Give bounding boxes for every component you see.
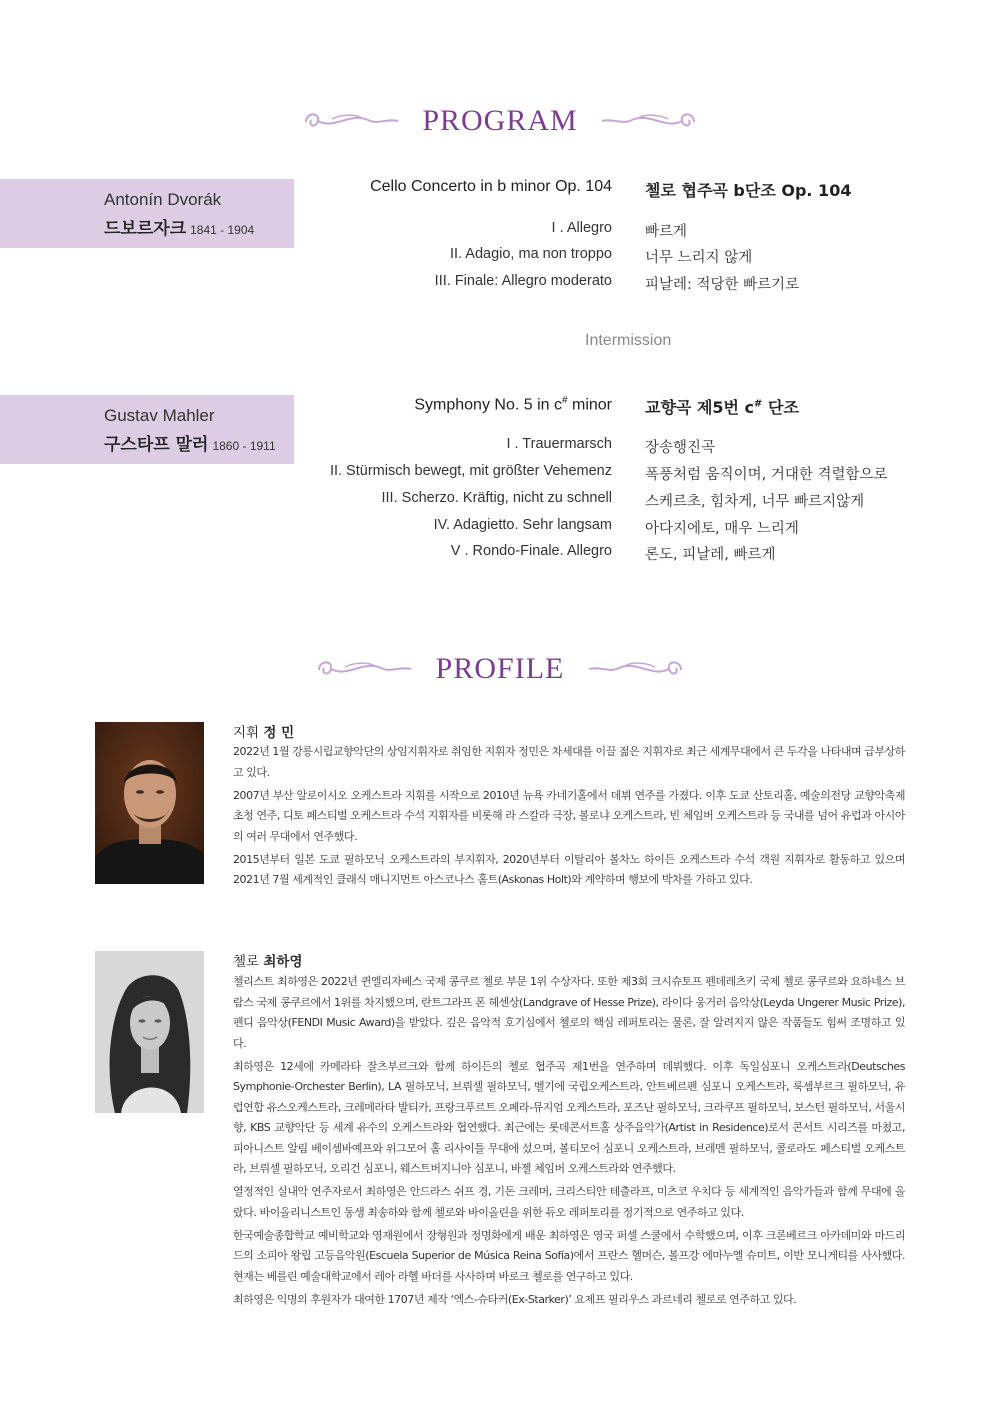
composer-name-en: Antonín Dvorák (104, 190, 222, 209)
intermission-label: Intermission (585, 332, 672, 349)
composer-years: 1841 - 1904 (190, 223, 255, 237)
bio-paragraph: 첼리스트 최하영은 2022년 퀸엘리자베스 국제 콩쿠르 첼로 부문 1위 수상자다. 또한 제3회 크시슈토프 펜데레츠키 국제 첼로 콩쿠르와 요하네스 브람스 국제 콩쿠르에서 1위를 차지했으며, 란트그라프 폰 헤센상(Landgrave of Hesse Prize), 라이다 웅거러 음악상(Leyda Ungerer Music Prize), 펜디 음악상(FENDI Music Award)을 받았다. 깊은 음악적 호기심에서 첼로의 핵심 레퍼토리는 물론, 잘 알려지지 않은 작품들도 힘써 조명하고 있다. (233, 975, 905, 1050)
movement-ko: 피날레: 적당한 빠르기로 (645, 277, 800, 293)
program-title: PROGRAM (422, 104, 578, 138)
bio-paragraph: 최하영은 12세에 카메라타 잘츠부르크와 함께 하이든의 첼로 협주곡 제1번을 연주하며 데뷔했다. 이후 독일심포니 오케스트라(Deutsches Symphonie-Orchester Berlin), LA 필하모닉, 브뤼셀 필하모닉, 벨기에 국립오케스트라, 안트베르펜 심포니 오케스트라, 룩셈부르크 필하모닉, 유럽연합 유스오케스트라, 크레메라타 발티카, 프랑크푸르트 오페라-뮤지엄 오케스트라, 포즈난 필하모닉, 크라쿠프 필하모닉, 보스턴 필하모닉, 서울시향, KBS 교향악단 등 세계 유수의 오케스트라와 협연했다. 최근에는 롯데콘서트홀 상주음악가(Artist in Residence)로서 콘서트 시리즈를 마쳤고, 피아니스트 알림 베이셈바예프와 위그모어 홀 리사이틀 무대에 섰으며, 볼티모어 심포니 오케스트라, 브레멘 필하모닉, 콜로라도 페스티벌 오케스트라, 브뤼셀 필하모닉, 오리건 심포니, 웨스트버지니아 심포니, 바젤 체임버 오케스트라와 연주했다. (233, 1059, 905, 1175)
profile-heading (0, 650, 1000, 686)
work-title-en-prefix: Symphony No. 5 in c (414, 396, 562, 414)
composer-years: 1860 - 1911 (212, 439, 276, 453)
bio-paragraph: 2015년부터 일본 도쿄 필하모닉 오케스트라의 부지휘자, 2020년부터 이탈리아 볼차노 하이든 오케스트라 수석 객원 지휘자로 활동하고 있으며 2021년 7월 세계적인 클래식 매니지먼트 아스코나스 홀트(Askonas Holt)와 계약하며 행보에 박차를 가하고 있다. (233, 852, 905, 886)
composer-name-ko-text: 드보르자크 (104, 219, 187, 239)
cellist-heading (233, 950, 303, 970)
work-title-en-suffix: minor (567, 396, 612, 414)
composer-name-ko (104, 214, 254, 239)
composer-band-mahler (0, 395, 294, 464)
work-title-ko-suffix: 단조 (762, 398, 799, 417)
movement-en: III. Finale: Allegro moderato (434, 273, 612, 289)
work-title-ko (645, 395, 799, 418)
movement-ko: 장송행진곡 (645, 440, 716, 456)
composer-name-en: Gustav Mahler (104, 406, 215, 425)
bio-paragraph: 2022년 1월 강릉시립교향악단의 상임지휘자로 취임한 지휘자 정민은 차세대를 이끌 젊은 지휘자로 최근 세계무대에서 큰 두각을 나타내며 급부상하고 있다. (233, 745, 905, 779)
movement-ko: 폭풍처럼 움직이며, 거대한 격렬함으로 (645, 467, 888, 483)
bio-paragraph: 열정적인 실내악 연주자로서 최하영은 안드라스 쉬프 경, 기돈 크레머, 크리스티안 테츨라프, 미츠코 우치다 등 세계적인 음악가들과 함께 무대에 올랐다. 바이올리니스트인 동생 최송하와 함께 첼로와 바이올린을 위한 듀오 레퍼토리를 정기적으로 연주하고 있다. (233, 1185, 905, 1219)
movement-ko: 아다지에토, 매우 느리게 (645, 521, 799, 537)
movement-en: V . Rondo-Finale. Allegro (450, 543, 612, 559)
composer-name-ko-text: 구스타프 말러 (104, 435, 209, 455)
movement-en: I . Trauermarsch (506, 436, 612, 452)
work-title-en: Cello Concerto in b minor Op. 104 (370, 178, 612, 195)
program-heading (0, 102, 1000, 138)
work-title-ko-prefix: 교향곡 제5번 c (645, 398, 755, 417)
movement-ko: 너무 느리지 않게 (645, 250, 753, 266)
movement-en: III. Scherzo. Kräftig, nicht zu schnell (381, 490, 612, 506)
profile-title: PROFILE (435, 652, 565, 686)
composer-band-dvorak (0, 179, 294, 248)
profile-role: 첼로 (233, 954, 260, 970)
movement-ko: 빠르게 (645, 224, 688, 240)
sharp-sign: # (754, 398, 763, 410)
right-ornament-icon (587, 656, 685, 682)
work-title-ko: 첼로 협주곡 b단조 Op. 104 (645, 181, 852, 200)
profile-role: 지휘 (233, 725, 260, 741)
movement-en: IV. Adagietto. Sehr langsam (433, 517, 612, 533)
movement-ko: 스케르초, 힘차게, 너무 빠르지않게 (645, 494, 865, 510)
conductor-photo (95, 722, 204, 884)
left-ornament-icon (302, 108, 400, 134)
sharp-sign: # (561, 395, 568, 406)
conductor-heading (233, 721, 294, 741)
cellist-bio (233, 972, 905, 1313)
bio-paragraph: 최하영은 익명의 후원자가 대여한 1707년 제작 ‘엑스-슈타커(Ex-Starker)’ 요제프 필리우스 과르네리 첼로로 연주하고 있다. (233, 1292, 797, 1306)
movement-en: II. Adagio, ma non troppo (449, 246, 612, 262)
movement-en: I . Allegro (551, 220, 612, 236)
bio-paragraph: 한국예술종합학교 예비학교와 영재원에서 장형원과 정명화에게 배운 최하영은 영국 퍼셀 스쿨에서 수학했으며, 이후 크론베르크 아카데미와 마드리드의 소피아 왕립 고등음악원(Escuela Superior de Música Reina Sofía)에서 프란스 헬머슨, 볼프강 에마누엘 슈미트, 이반 모니게티를 사사했다. 현재는 베를린 예술대학교에서 레아 라헬 바더를 사사하며 바로크 첼로를 연구하고 있다. (233, 1228, 905, 1283)
cellist-photo (95, 951, 204, 1113)
bio-paragraph: 2007년 부산 알로이시오 오케스트라 지휘를 시작으로 2010년 뉴욕 카네기홀에서 데뷔 연주를 가졌다. 이후 도쿄 산토리홀, 예술의전당 교향악축제 초청 연주, 디토 페스티벌 오케스트라 수석 지휘자를 비롯해 라 스칼라 극장, 볼로냐 오케스트라, 빈 체임버 오케스트라 등 국내를 넘어 유럽과 아시아의 여러 무대에서 연주했다. (233, 788, 905, 843)
composer-name-ko (104, 430, 276, 455)
left-ornament-icon (315, 656, 413, 682)
movement-ko: 론도, 피날레, 빠르게 (645, 547, 776, 563)
right-ornament-icon (600, 108, 698, 134)
profile-name: 최하영 (263, 954, 303, 970)
conductor-bio (233, 742, 905, 893)
movement-en: II. Stürmisch bewegt, mit größter Vehemenz (329, 463, 612, 479)
work-title-en (414, 395, 612, 414)
profile-name: 정 민 (263, 725, 295, 741)
